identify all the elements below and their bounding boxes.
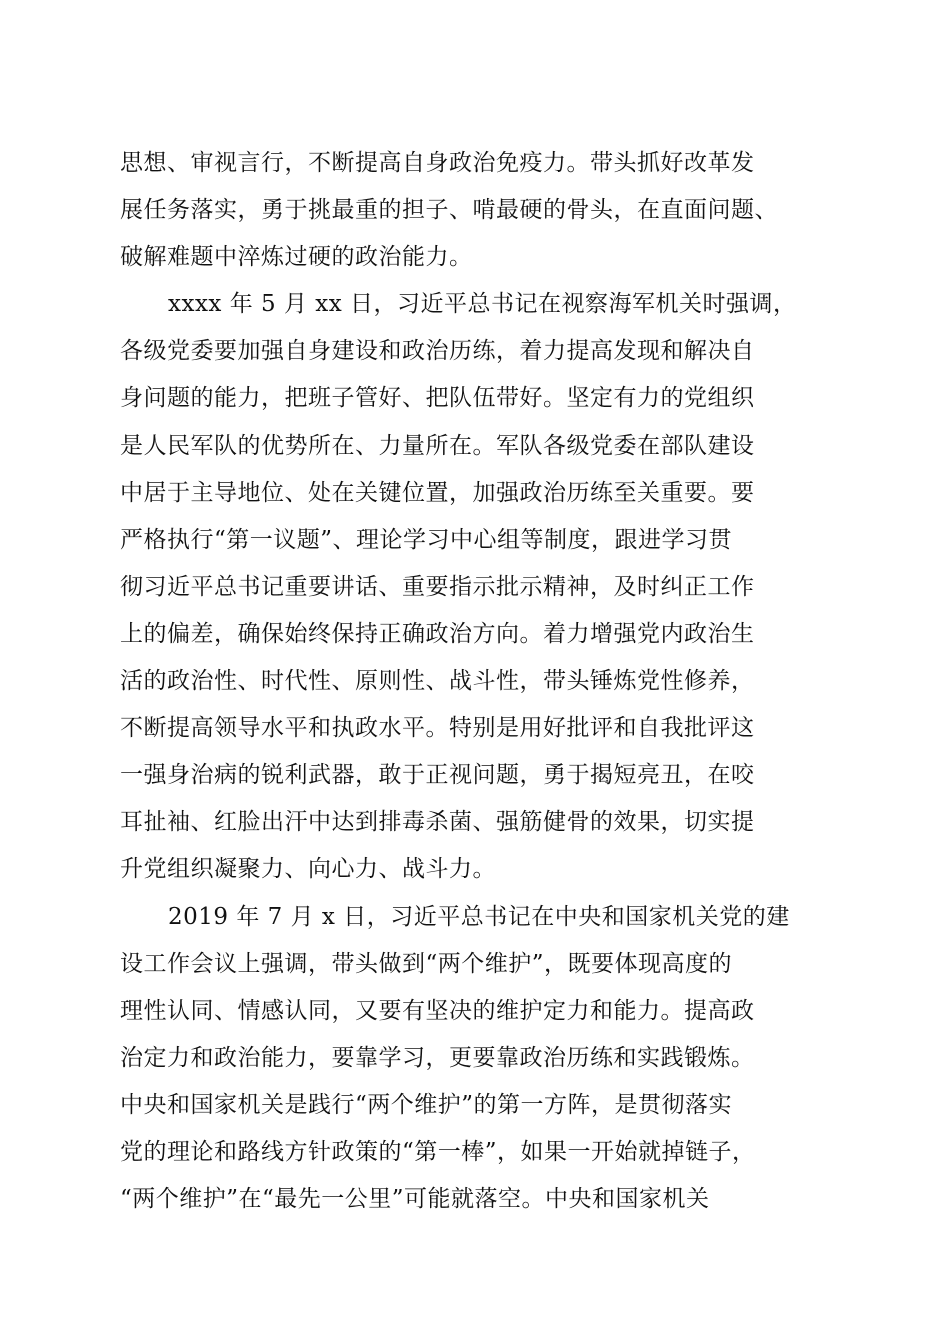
text-line: 破解难题中淬炼过硬的政治能力。 (120, 244, 473, 271)
text-line: 身问题的能力，把班子管好、把队伍带好。坚定有力的党组织 (120, 385, 755, 412)
text-line: 党的理论和路线方针政策的“第一棒”，如果一开始就掉链子， (120, 1138, 756, 1165)
text-line: 理性认同、情感认同，又要有坚决的维护定力和能力。提高政 (120, 997, 755, 1024)
text-line: “两个维护”在“最先一公里”可能就落空。中央和国家机关 (120, 1186, 710, 1213)
text-line: 一强身治病的锐利武器，敢于正视问题，勇于揭短亮丑，在咬 (120, 762, 755, 789)
text-line: 是人民军队的优势所在、力量所在。军队各级党委在部队建设 (120, 432, 755, 459)
body-text (120, 140, 830, 1223)
text-line: 治定力和政治能力，要靠学习，更要靠政治历练和实践锻炼。 (120, 1044, 755, 1071)
text-line: 中居于主导地位、处在关键位置，加强政治历练至关重要。要 (120, 479, 755, 506)
text-line: 活的政治性、时代性、原则性、战斗性，带头锤炼党性修养， (120, 668, 755, 695)
text-line: 不断提高领导水平和执政水平。特别是用好批评和自我批评这 (120, 715, 755, 742)
paragraph-start-line: 2019 年 7 月 x 日，习近平总书记在中央和国家机关党的建 (168, 903, 790, 930)
text-line: 思想、审视言行，不断提高自身政治免疫力。带头抓好改革发 (120, 150, 755, 176)
text-line: 彻习近平总书记重要讲话、重要指示批示精神，及时纠正工作 (120, 573, 755, 600)
text-line: 升党组织凝聚力、向心力、战斗力。 (120, 856, 496, 883)
text-line: 中央和国家机关是践行“两个维护”的第一方阵，是贯彻落实 (120, 1091, 733, 1118)
text-line: 耳扯袖、红脸出汗中达到排毒杀菌、强筋健骨的效果，切实提 (120, 809, 755, 836)
text-line: 各级党委要加强自身建设和政治历练，着力提高发现和解决自 (120, 338, 755, 365)
text-line: 展任务落实，勇于挑最重的担子、啃最硬的骨头，在直面问题、 (120, 197, 778, 224)
text-line: 严格执行“第一议题”、理论学习中心组等制度，跟进学习贯 (120, 526, 733, 553)
text-line: 设工作会议上强调，带头做到“两个维护”，既要体现高度的 (120, 950, 733, 977)
text-line: 上的偏差，确保始终保持正确政治方向。着力增强党内政治生 (120, 620, 755, 647)
paragraph-start-line: xxxx 年 5 月 xx 日，习近平总书记在视察海军机关时强调， (168, 291, 797, 318)
